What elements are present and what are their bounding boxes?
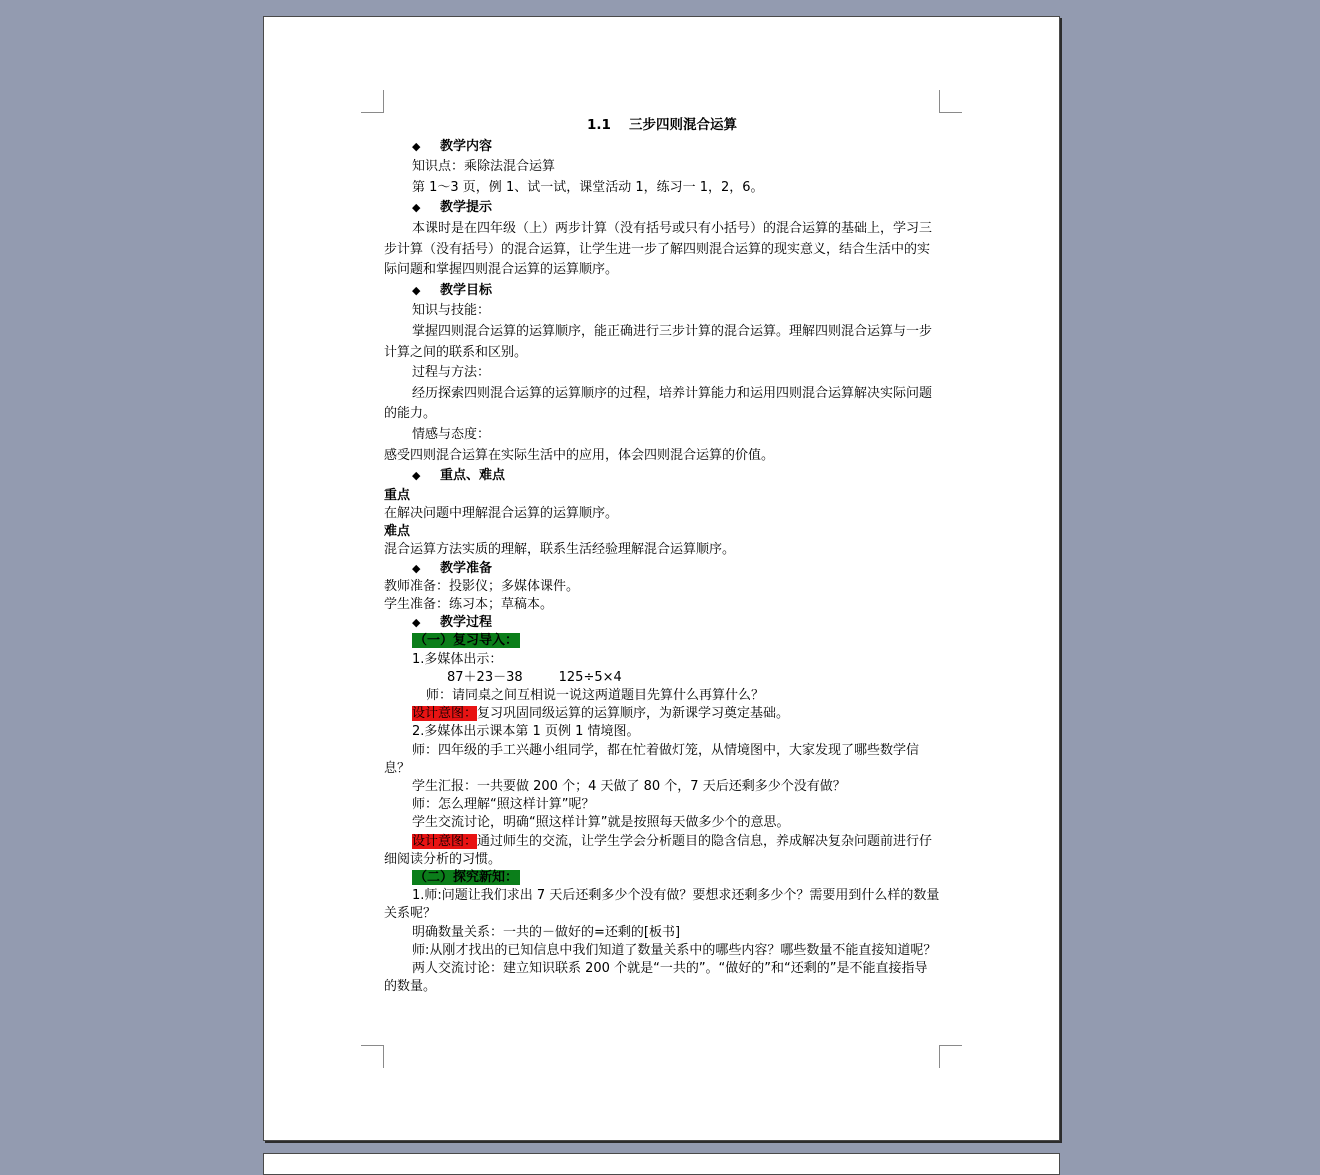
heading-text: 教学目标 <box>440 282 493 298</box>
document-title <box>384 115 940 136</box>
design-text: 复习巩固同级运算的运算顺序，为新课学习奠定基础。 <box>477 706 790 722</box>
paragraph: 本课时是在四年级（上）两步计算（没有括号或只有小括号）的混合运算的基础上，学习三步计算（没有括号）的混合运算，让学生进一步了解四则混合运算的现实意义，结合生活中的实际问题和掌握四则混合运算的运算顺序。 <box>384 220 933 278</box>
diamond-bullet-icon: ◆ <box>412 561 421 575</box>
diamond-bullet-icon: ◆ <box>412 139 421 153</box>
title-number: 1.1 <box>587 117 611 133</box>
diamond-bullet-icon: ◆ <box>412 283 421 297</box>
expression: 125÷5×4 <box>558 669 622 685</box>
crop-mark-top-right <box>939 90 962 113</box>
paragraph: 混合运算方法实质的理解，联系生活经验理解混合运算顺序。 <box>384 542 736 558</box>
heading-text: 教学内容 <box>440 138 493 154</box>
section-heading-key <box>384 466 940 487</box>
document-page[interactable] <box>263 16 1060 1141</box>
title-text: 三步四则混合运算 <box>628 117 737 133</box>
paragraph: 感受四则混合运算在实际生活中的应用，体会四则混合运算的价值。 <box>384 447 775 463</box>
heading-text: 教学过程 <box>440 615 493 631</box>
subheading: 难点 <box>384 524 411 540</box>
expression-line <box>384 669 940 687</box>
design-note <box>384 705 940 723</box>
design-note <box>384 833 940 869</box>
crop-mark-top-left <box>361 90 384 113</box>
paragraph: 知识与技能： <box>412 303 491 319</box>
part1-heading <box>384 632 940 650</box>
design-text: 通过师生的交流，让学生学会分析题目的隐含信息，养成解决复杂问题前进行仔细阅读分析的习惯。 <box>384 833 933 867</box>
page-content[interactable] <box>384 115 940 996</box>
paragraph: 学生汇报：一共要做 200 个；4 天做了 80 个，7 天后还剩多少个没有做？ <box>412 778 846 794</box>
heading-text: 教学准备 <box>440 560 493 576</box>
paragraph: 师：四年级的手工兴趣小组同学，都在忙着做灯笼，从情境图中，大家发现了哪些数学信息？ <box>384 742 920 776</box>
section-heading-hint <box>384 198 940 219</box>
diamond-bullet-icon: ◆ <box>412 469 421 483</box>
paragraph: 2.多媒体出示课本第 1 页例 1 情境图。 <box>412 724 640 740</box>
highlight-green: （二）探究新知： <box>414 869 519 885</box>
paragraph: 学生准备：练习本；草稿本。 <box>384 596 554 612</box>
paragraph: 第 1～3 页，例 1、试一试，课堂活动 1，练习一 1，2，6。 <box>412 179 764 195</box>
heading-text: 教学提示 <box>440 200 493 216</box>
paragraph: 情感与态度： <box>412 426 491 442</box>
paragraph: 学生交流讨论，明确“照这样计算”就是按照每天做多少个的意思。 <box>412 815 790 831</box>
paragraph: 两人交流讨论：建立知识联系 200 个就是“一共的”。“做好的”和“还剩的”是不能直接指导的数量。 <box>384 960 928 995</box>
paragraph: 过程与方法： <box>412 365 491 381</box>
paragraph: 掌握四则混合运算的运算顺序，能正确进行三步计算的混合运算。理解四则混合运算与一步计算之间的联系和区别。 <box>384 323 933 360</box>
crop-mark-bottom-left <box>361 1045 384 1068</box>
paragraph: 经历探索四则混合运算的运算顺序的过程，培养计算能力和运用四则混合运算解决实际问题的能力。 <box>384 385 933 422</box>
paragraph: 师：怎么理解“照这样计算”呢？ <box>412 797 595 813</box>
highlight-red: 设计意图： <box>412 706 478 722</box>
diamond-bullet-icon: ◆ <box>412 616 421 630</box>
heading-text: 重点、难点 <box>440 468 506 484</box>
paragraph: 1.多媒体出示： <box>412 651 503 667</box>
paragraph: 在解决问题中理解混合运算的运算顺序。 <box>384 505 619 521</box>
next-page-edge[interactable] <box>263 1153 1060 1175</box>
paragraph: 师：请同桌之间互相说一说这两道题目先算什么再算什么？ <box>426 687 765 703</box>
section-heading-content <box>384 137 940 158</box>
paragraph: 师:从刚才找出的已知信息中我们知道了数量关系中的哪些内容？哪些数量不能直接知道呢？ <box>412 942 937 958</box>
paragraph: 1.师:问题让我们求出 7 天后还剩多少个没有做？要想求还剩多少个？需要用到什么样的数量关系呢？ <box>384 888 940 922</box>
expression: 87＋23－38 <box>447 669 523 685</box>
section-heading-process <box>384 614 940 632</box>
part2-heading <box>384 869 940 887</box>
crop-mark-bottom-right <box>939 1045 962 1068</box>
diamond-bullet-icon: ◆ <box>412 201 421 215</box>
subheading: 重点 <box>384 487 411 503</box>
paragraph: 明确数量关系：一共的－做好的=还剩的[板书] <box>412 924 681 940</box>
paragraph: 知识点：乘除法混合运算 <box>412 159 556 175</box>
highlight-red: 设计意图： <box>412 833 478 849</box>
highlight-green: （一）复习导入： <box>414 633 519 649</box>
section-heading-goal <box>384 281 940 302</box>
paragraph: 教师准备：投影仪；多媒体课件。 <box>384 578 580 594</box>
section-heading-prep <box>384 560 940 578</box>
